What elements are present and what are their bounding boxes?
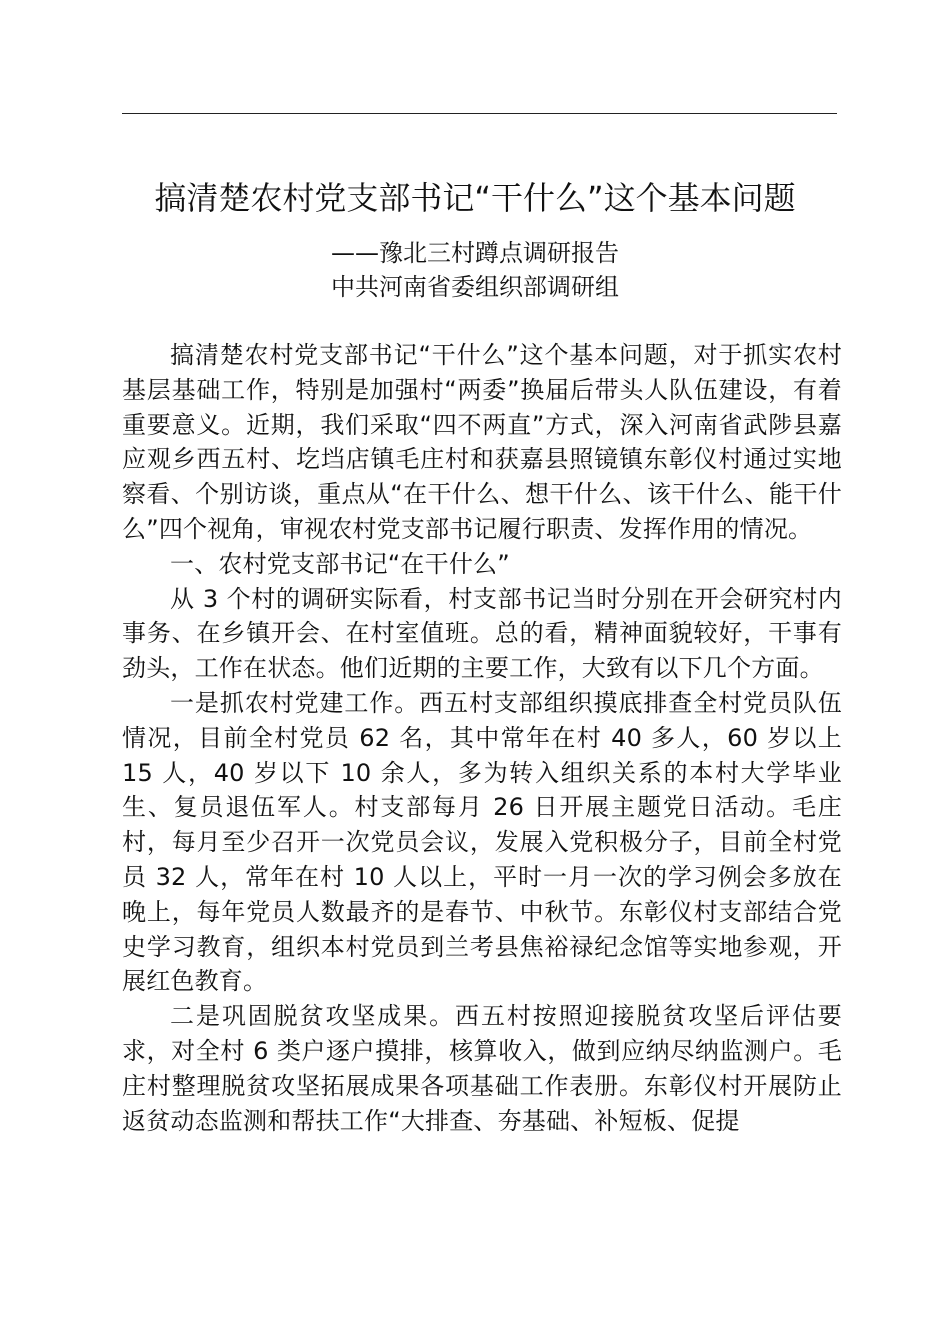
paragraph: 一是抓农村党建工作。西五村支部组织摸底排查全村党员队伍情况，目前全村党员 62 名，其中常年在村 40 多人，60 岁以上 15 人，40 岁以下 10 余人，多为转入组织关系的本村大学毕业生、复员退伍军人。村支部每月 26 日开展主题党日活动。毛庄村，每月至少召开一次党员会议，发展入党积极分子，目前全村党员 32 人，常年在村 10 人以上，平时一月一次的学习例会多放在晚上，每年党员人数最齐的是春节、中秋节。东彰仪村支部结合党史学习教育，组织本村党员到兰考县焦裕禄纪念馆等实地参观，开展红色教育。 xyxy=(122,688,842,996)
paragraph: 从 3 个村的调研实际看，村支部书记当时分别在开会研究村内事务、在乡镇开会、在村室值班。总的看，精神面貌较好，干事有劲头，工作在状态。他们近期的主要工作，大致有以下几个方面。 xyxy=(122,584,842,683)
paragraph-intro: 搞清楚农村党支部书记“干什么”这个基本问题，对于抓实农村基层基础工作，特别是加强村“两委”换届后带头人队伍建设，有着重要意义。近期，我们采取“四不两直”方式，深入河南省武陟县嘉应观乡西五村、圪垱店镇毛庄村和获嘉县照镜镇东彰仪村通过实地察看、个别访谈，重点从“在干什么、想干什么、该干什么、能干什么”四个视角，审视农村党支部书记履行职责、发挥作用的情况。 xyxy=(122,341,842,543)
section-heading: 一、农村党支部书记“在干什么” xyxy=(170,549,510,578)
header-rule xyxy=(122,113,837,114)
document-subtitle: ——豫北三村蹲点调研报告 xyxy=(331,239,619,267)
paragraph: 二是巩固脱贫攻坚成果。西五村按照迎接脱贫攻坚后评估要求，对全村 6 类户逐户摸排，核算收入，做到应纳尽纳监测户。毛庄村整理脱贫攻坚拓展成果各项基础工作表册。东彰仪村开展防止返贫动态监测和帮扶工作“大排查、夯基础、补短板、促提 xyxy=(122,1002,842,1135)
document-body xyxy=(122,338,842,1138)
document-title: 搞清楚农村党支部书记“干什么”这个基本问题 xyxy=(154,179,796,217)
document-author: 中共河南省委组织部调研组 xyxy=(331,273,619,301)
